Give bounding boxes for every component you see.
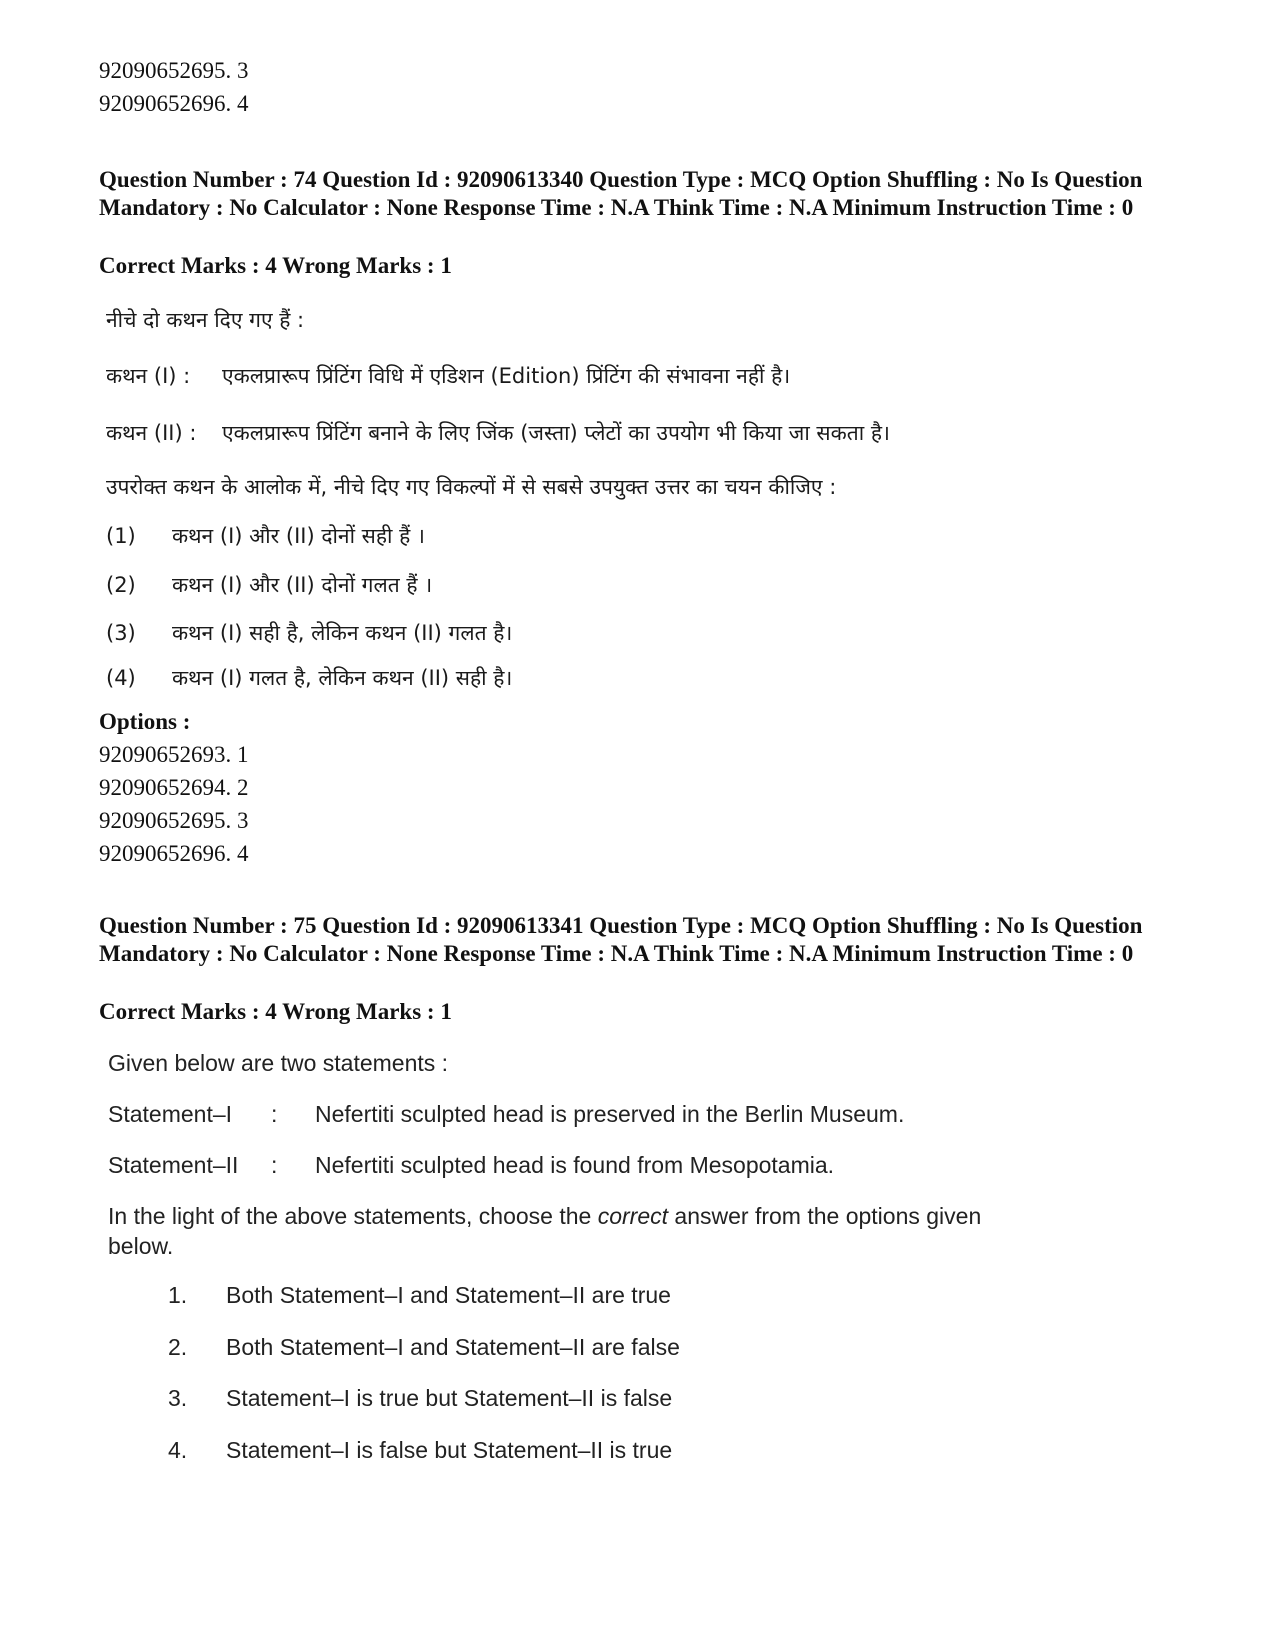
option-line: 92090652696. 4 [99, 91, 249, 116]
q74-choice-text: कथन (I) और (II) दोनों सही हैं । [172, 524, 425, 548]
q74-choice-text: कथन (I) सही है, लेकिन कथन (II) गलत है। [172, 621, 513, 645]
q75-intro: Given below are two statements : [108, 1050, 449, 1076]
q75-choice-number: 1. [168, 1282, 188, 1308]
q75-statement-2-text: Nefertiti sculpted head is found from Mesopotamia. [315, 1152, 835, 1178]
q75-statement-2-separator: : [271, 1152, 278, 1178]
q75-statement-2-label: Statement–II [108, 1152, 239, 1178]
q74-choice-number: (4) [106, 666, 136, 690]
q74-choice-number: (3) [106, 621, 136, 645]
q75-choice-number: 2. [168, 1334, 188, 1360]
q75-prompt [108, 1201, 988, 1261]
q74-statement-1-text: एकलप्रारूप प्रिंटिंग विधि में एडिशन (Edition) प्रिंटिंग की संभावना नहीं है। [222, 364, 791, 388]
option-line: 92090652693. 1 [99, 742, 249, 767]
q74-options-label: Options : [99, 709, 191, 734]
option-line: 92090652695. 3 [99, 808, 249, 833]
q75-prompt-before: In the light of the above statements, choose the [108, 1203, 598, 1229]
question-74-marks: Correct Marks : 4 Wrong Marks : 1 [99, 253, 452, 278]
q75-choice-number: 4. [168, 1437, 188, 1463]
q74-intro: नीचे दो कथन दिए गए हैं : [106, 308, 305, 332]
q74-choice-number: (2) [106, 573, 136, 597]
question-74-meta: Question Number : 74 Question Id : 92090613340 Question Type : MCQ Option Shuffling : No Is Question Mandatory : No Calculator : None Response Time : N.A Think Time : N.A Minimum Instruction Time : 0 [99, 167, 1143, 220]
question-75-meta: Question Number : 75 Question Id : 92090613341 Question Type : MCQ Option Shuffling : No Is Question Mandatory : No Calculator : None Response Time : N.A Think Time : N.A Minimum Instruction Time : 0 [99, 913, 1143, 966]
q75-choice-text: Both Statement–I and Statement–II are false [226, 1334, 680, 1360]
question-75-marks: Correct Marks : 4 Wrong Marks : 1 [99, 999, 452, 1024]
q74-choice-number: (1) [106, 524, 136, 548]
q75-choice-text: Statement–I is false but Statement–II is true [226, 1437, 673, 1463]
q74-statement-1-label: कथन (I) : [106, 364, 191, 388]
q75-statement-1-label: Statement–I [108, 1101, 233, 1127]
option-line: 92090652694. 2 [99, 775, 249, 800]
q75-statement-1-text: Nefertiti sculpted head is preserved in the Berlin Museum. [315, 1101, 905, 1127]
q75-choice-text: Both Statement–I and Statement–II are true [226, 1282, 671, 1308]
q75-choice-text: Statement–I is true but Statement–II is false [226, 1385, 673, 1411]
q74-statement-2-label: कथन (II) : [106, 421, 197, 445]
q74-choice-text: कथन (I) गलत है, लेकिन कथन (II) सही है। [172, 666, 513, 690]
q75-prompt-after: answer from the options given below. [108, 1203, 982, 1259]
option-line: 92090652695. 3 [99, 58, 249, 83]
q75-choice-number: 3. [168, 1385, 188, 1411]
q74-choice-text: कथन (I) और (II) दोनों गलत हैं । [172, 573, 433, 597]
q74-statement-2-text: एकलप्रारूप प्रिंटिंग बनाने के लिए जिंक (जस्ता) प्लेटों का उपयोग भी किया जा सकता है। [222, 421, 890, 445]
option-line: 92090652696. 4 [99, 841, 249, 866]
q75-statement-1-separator: : [271, 1101, 278, 1127]
q75-prompt-emphasis: correct [597, 1203, 669, 1229]
q74-prompt: उपरोक्त कथन के आलोक में, नीचे दिए गए विकल्पों में से सबसे उपयुक्त उत्तर का चयन कीजिए : [106, 475, 837, 499]
